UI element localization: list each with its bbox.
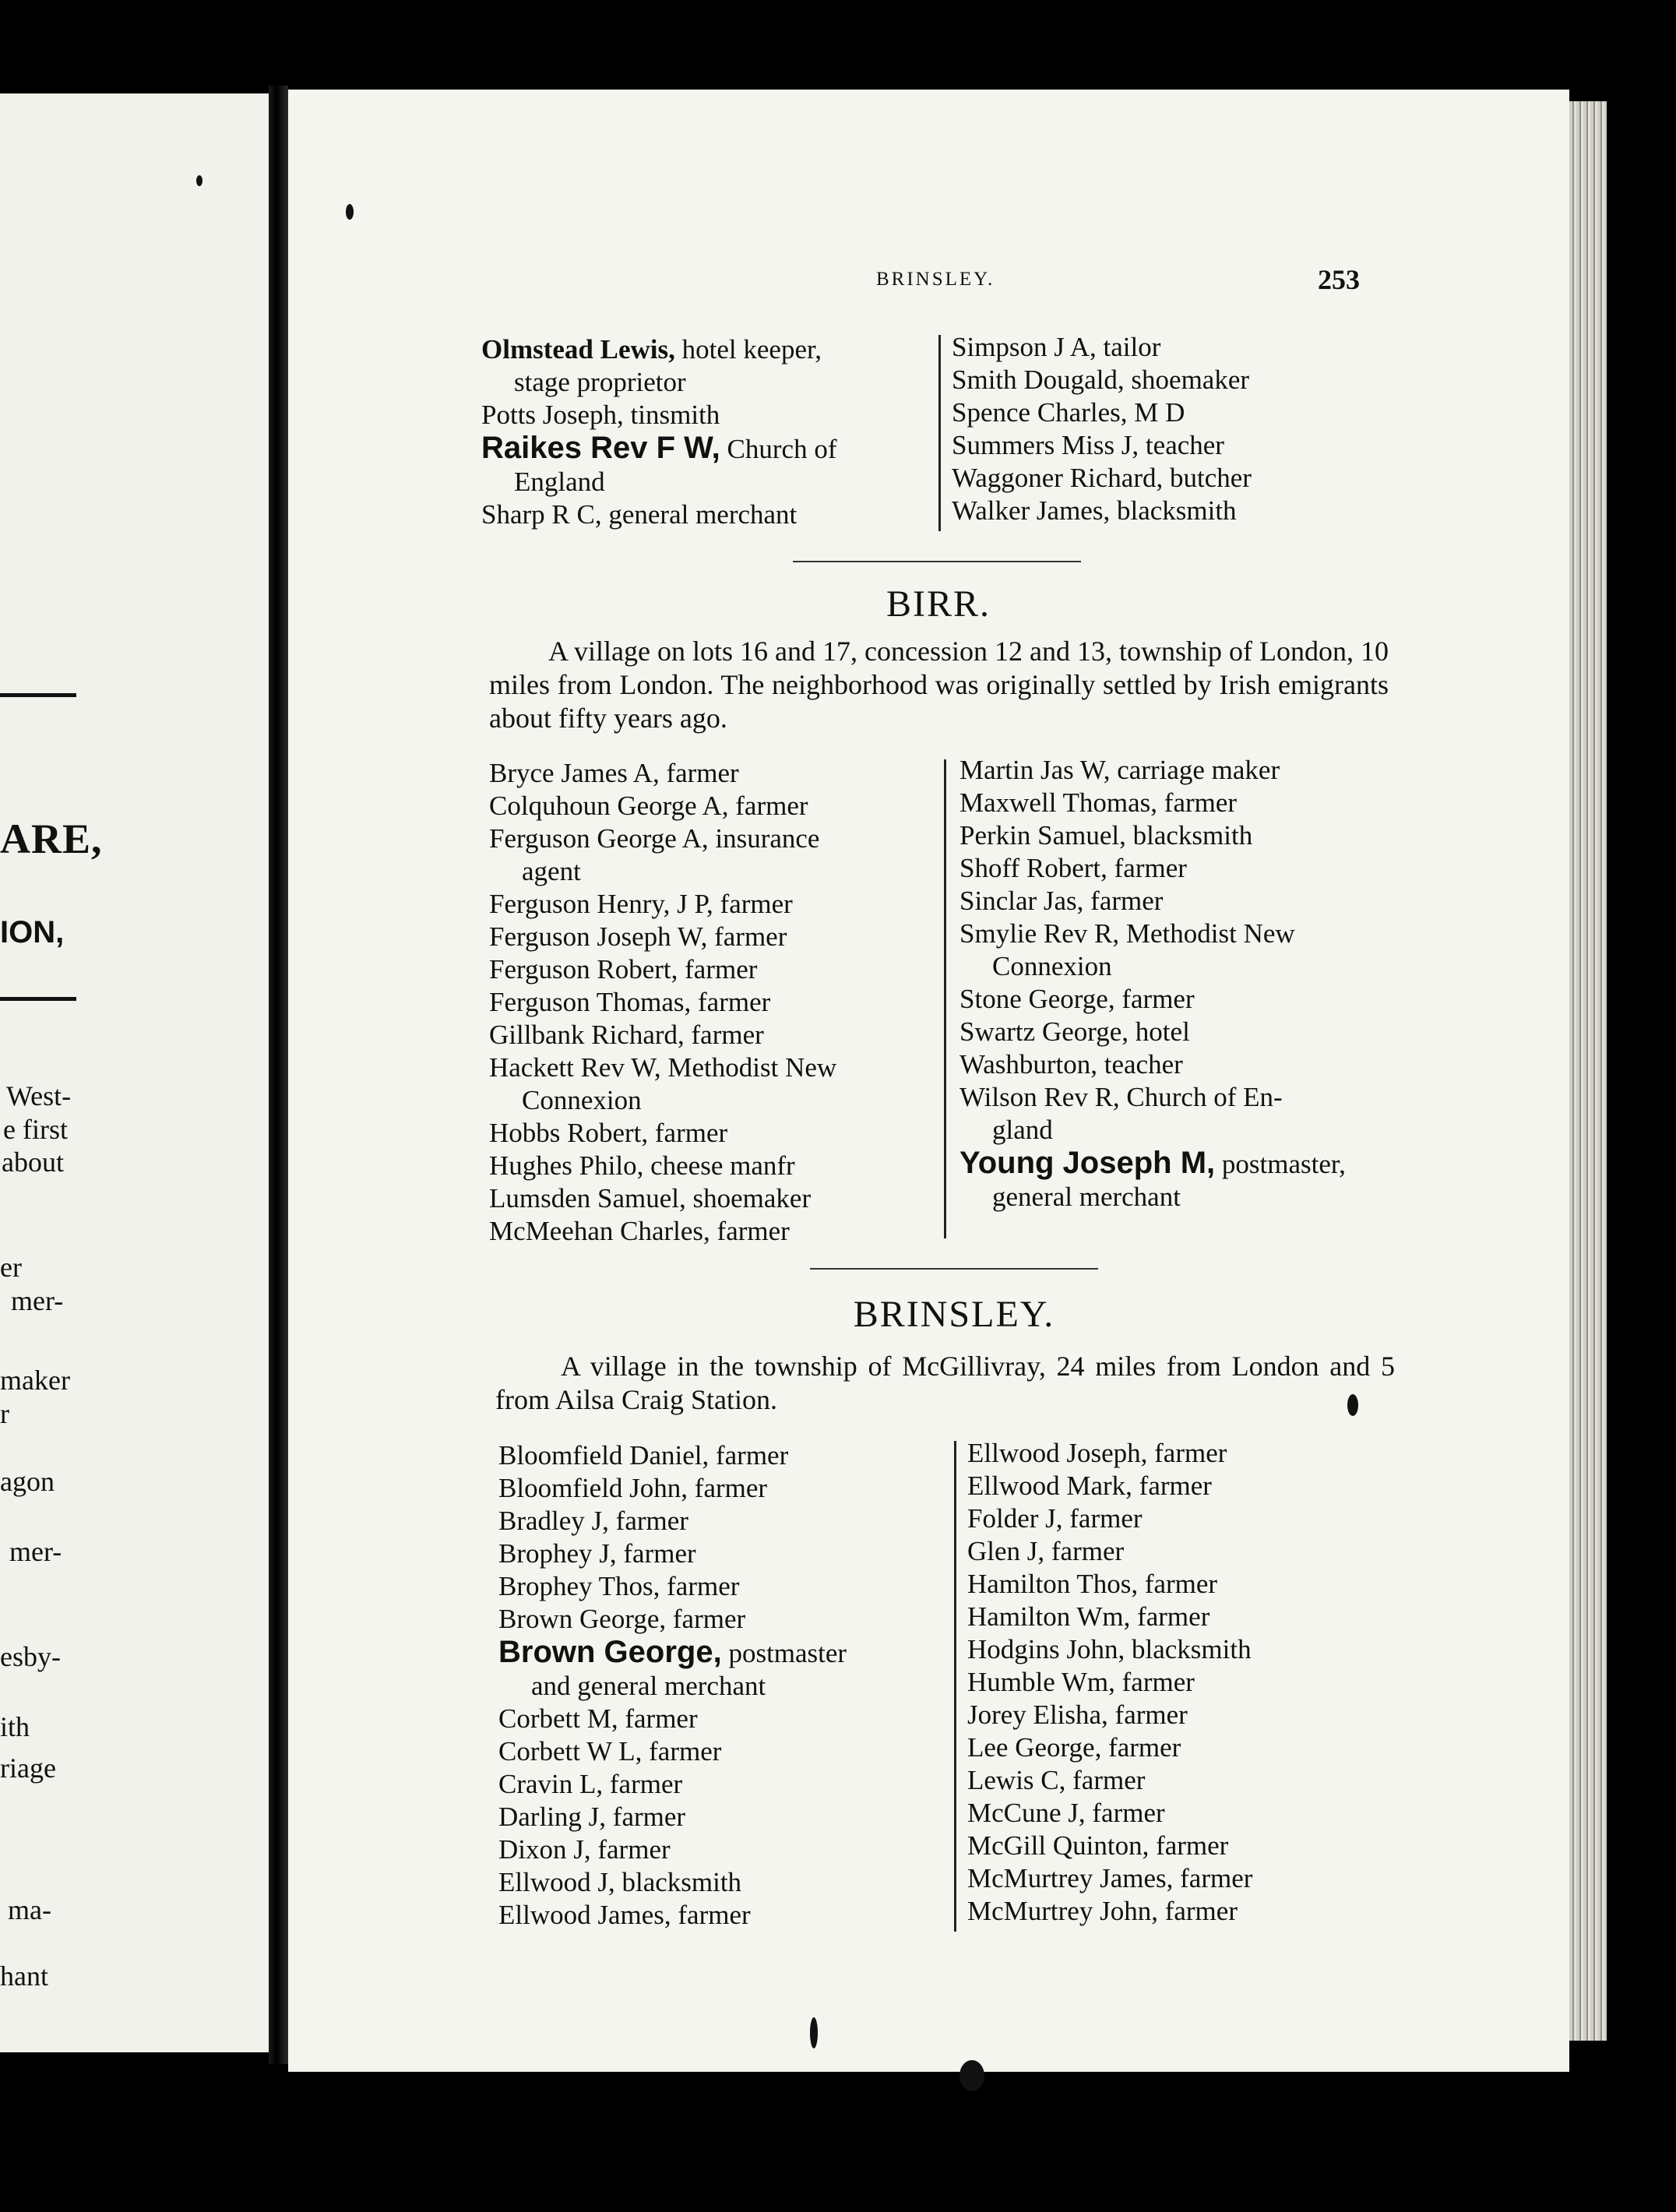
left-page-rule xyxy=(0,693,76,697)
left-fragment: maker xyxy=(0,1365,70,1396)
left-facing-page xyxy=(0,93,269,2052)
entry-text: McMurtrey James, farmer xyxy=(967,1863,1253,1893)
directory-entry xyxy=(498,1603,942,1636)
entry-name: Young Joseph M, xyxy=(959,1146,1216,1180)
book-gutter xyxy=(269,86,288,2064)
entry-text: Lee George, farmer xyxy=(967,1732,1181,1763)
entry-text: postmaster, xyxy=(1215,1149,1346,1179)
left-fragment: er xyxy=(0,1252,22,1283)
entry-text: McCune J, farmer xyxy=(967,1798,1165,1828)
directory-entry xyxy=(959,819,1396,852)
left-fragment: riage xyxy=(0,1752,56,1784)
directory-entry xyxy=(967,1535,1403,1568)
entry-text: Glen J, farmer xyxy=(967,1536,1125,1566)
left-fragment: hant xyxy=(0,1960,48,1992)
directory-entry xyxy=(498,1439,942,1472)
entry-text: McGill Quinton, farmer xyxy=(967,1830,1229,1861)
entry-text: Wilson Rev R, Church of En- xyxy=(959,1082,1283,1112)
entry-text: Gillbank Richard, farmer xyxy=(489,1020,764,1050)
entry-continuation: England xyxy=(514,467,605,497)
entry-text: Brophey J, farmer xyxy=(498,1538,696,1569)
directory-entry xyxy=(489,822,925,855)
top-left-column xyxy=(481,333,917,531)
directory-entry xyxy=(952,462,1388,495)
section-rule xyxy=(793,561,1081,562)
left-fragment: West- xyxy=(6,1080,72,1111)
entry-text: Waggoner Richard, butcher xyxy=(952,463,1252,493)
entry-continuation: agent xyxy=(522,856,581,886)
entry-name: Brown George, xyxy=(498,1635,722,1669)
entry-text: Lumsden Samuel, shoemaker xyxy=(489,1183,812,1213)
entry-text: McMurtrey John, farmer xyxy=(967,1896,1238,1926)
entry-text: Church of xyxy=(720,434,837,464)
directory-entry xyxy=(967,1470,1403,1502)
directory-entry xyxy=(498,1505,942,1537)
entry-continuation: stage proprietor xyxy=(514,367,686,397)
entry-text: Ellwood Joseph, farmer xyxy=(967,1438,1227,1468)
directory-entry xyxy=(959,1081,1396,1114)
entry-text: Ferguson Joseph W, farmer xyxy=(489,921,787,952)
entry-text: hotel keeper, xyxy=(674,334,822,365)
entry-text: Jorey Elisha, farmer xyxy=(967,1700,1188,1730)
entry-text: Folder J, farmer xyxy=(967,1503,1143,1534)
ink-speck xyxy=(959,2060,984,2091)
entry-text: Ferguson Henry, J P, farmer xyxy=(489,889,793,919)
entry-name: Olmstead Lewis, xyxy=(481,334,675,365)
entry-text: Bloomfield John, farmer xyxy=(498,1473,768,1503)
entry-text: Summers Miss J, teacher xyxy=(952,430,1224,460)
running-title: BRINSLEY. xyxy=(876,269,995,290)
column-divider xyxy=(938,335,941,531)
left-fragment: mer- xyxy=(9,1536,62,1567)
entry-continuation: general merchant xyxy=(992,1182,1181,1212)
directory-entry xyxy=(959,754,1396,787)
left-fragment: agon xyxy=(0,1466,55,1497)
entry-text: McMeehan Charles, farmer xyxy=(489,1216,790,1246)
directory-entry xyxy=(481,498,917,531)
ink-speck xyxy=(346,204,354,220)
left-fragment: mer- xyxy=(11,1285,64,1316)
directory-entry xyxy=(967,1666,1403,1699)
ink-speck xyxy=(196,175,202,186)
entry-text: Simpson J A, tailor xyxy=(952,332,1161,362)
brinsley-right-column xyxy=(967,1437,1403,1928)
entry-continuation: and general merchant xyxy=(531,1671,766,1701)
directory-entry xyxy=(959,918,1396,950)
directory-entry xyxy=(967,1797,1403,1830)
entry-text: Ferguson George A, insurance xyxy=(489,823,820,854)
directory-entry xyxy=(959,885,1396,918)
entry-text: Maxwell Thomas, farmer xyxy=(959,787,1238,818)
directory-entry xyxy=(952,429,1388,462)
directory-entry xyxy=(967,1731,1403,1764)
directory-entry xyxy=(952,364,1388,396)
directory-entry xyxy=(498,1537,942,1570)
column-divider xyxy=(954,1441,956,1932)
entry-text: Sinclar Jas, farmer xyxy=(959,886,1164,916)
entry-text: Ellwood J, blacksmith xyxy=(498,1867,742,1897)
directory-entry xyxy=(959,1016,1396,1048)
top-right-column xyxy=(952,331,1388,527)
directory-entry xyxy=(498,1801,942,1833)
entry-text: Ferguson Robert, farmer xyxy=(489,954,758,984)
entry-text: Washburton, teacher xyxy=(959,1049,1183,1080)
entry-text: Ellwood James, farmer xyxy=(498,1900,751,1930)
entry-text: Potts Joseph, tinsmith xyxy=(481,400,720,430)
entry-continuation: Connexion xyxy=(992,951,1112,981)
entry-continuation: Connexion xyxy=(522,1085,642,1115)
left-fragment: ARE, xyxy=(0,815,103,862)
birr-right-column xyxy=(959,754,1396,1213)
entry-text: Stone George, farmer xyxy=(959,984,1195,1014)
directory-entry xyxy=(498,1570,942,1603)
entry-text: Walker James, blacksmith xyxy=(952,495,1237,526)
entry-text: postmaster xyxy=(721,1638,847,1668)
directory-entry xyxy=(959,1048,1396,1081)
directory-entry xyxy=(498,1735,942,1768)
entry-text: Bryce James A, farmer xyxy=(489,758,739,788)
directory-entry xyxy=(489,1051,925,1084)
entry-text: Hackett Rev W, Methodist New xyxy=(489,1052,837,1083)
entry-text: Lewis C, farmer xyxy=(967,1765,1146,1795)
directory-entry xyxy=(481,431,917,466)
entry-text: Hodgins John, blacksmith xyxy=(967,1634,1252,1664)
entry-text: Dixon J, farmer xyxy=(498,1834,671,1865)
entry-text: Colquhoun George A, farmer xyxy=(489,791,808,821)
directory-entry xyxy=(959,852,1396,885)
directory-entry xyxy=(959,1147,1396,1181)
birr-left-column xyxy=(489,757,925,1248)
left-fragment: r xyxy=(0,1398,9,1429)
entry-text: Swartz George, hotel xyxy=(959,1016,1190,1047)
directory-entry xyxy=(952,495,1388,527)
directory-entry xyxy=(967,1437,1403,1470)
directory-entry xyxy=(481,399,917,431)
directory-entry xyxy=(967,1699,1403,1731)
directory-entry xyxy=(498,1866,942,1899)
entry-text: Smylie Rev R, Methodist New xyxy=(959,918,1295,949)
entry-text: Hughes Philo, cheese manfr xyxy=(489,1150,795,1181)
entry-text: Hobbs Robert, farmer xyxy=(489,1118,728,1148)
section-rule xyxy=(810,1268,1098,1270)
ink-speck xyxy=(1347,1394,1358,1416)
left-fragment: ION, xyxy=(0,915,65,949)
entry-text: Hamilton Thos, farmer xyxy=(967,1569,1218,1599)
entry-text: Perkin Samuel, blacksmith xyxy=(959,820,1253,851)
directory-entry xyxy=(489,921,925,953)
directory-entry xyxy=(498,1472,942,1505)
entry-text: Brown George, farmer xyxy=(498,1604,746,1634)
directory-entry xyxy=(967,1633,1403,1666)
directory-entry xyxy=(959,787,1396,819)
entry-text: Spence Charles, M D xyxy=(952,397,1185,428)
brinsley-intro: A village in the township of McGillivray, 24 miles from London and 5 from Ailsa Craig Station. xyxy=(495,1351,1395,1415)
directory-entry xyxy=(489,953,925,986)
entry-text: Martin Jas W, carriage maker xyxy=(959,755,1280,785)
entry-text: Hamilton Wm, farmer xyxy=(967,1601,1210,1632)
directory-entry xyxy=(489,790,925,822)
entry-text: Ellwood Mark, farmer xyxy=(967,1471,1212,1501)
directory-entry xyxy=(489,757,925,790)
directory-entry xyxy=(967,1568,1403,1601)
entry-text: Cravin L, farmer xyxy=(498,1769,683,1799)
directory-entry xyxy=(481,333,917,366)
directory-entry xyxy=(498,1833,942,1866)
directory-entry xyxy=(489,986,925,1019)
entry-text: Corbett M, farmer xyxy=(498,1703,698,1734)
brinsley-left-column xyxy=(498,1439,942,1932)
page-number: 253 xyxy=(1318,264,1360,295)
left-fragment: e first xyxy=(3,1114,68,1145)
directory-entry xyxy=(498,1636,942,1670)
directory-entry xyxy=(967,1862,1403,1895)
directory-entry xyxy=(498,1768,942,1801)
ink-speck xyxy=(810,2017,818,2048)
left-page-rule xyxy=(0,997,76,1001)
directory-entry xyxy=(967,1502,1403,1535)
directory-entry xyxy=(952,331,1388,364)
directory-entry xyxy=(489,1117,925,1150)
left-fragment: ith xyxy=(0,1711,30,1742)
directory-entry xyxy=(489,888,925,921)
directory-entry xyxy=(967,1830,1403,1862)
directory-entry xyxy=(498,1899,942,1932)
left-fragment: esby- xyxy=(0,1641,61,1672)
brinsley-heading: BRINSLEY. xyxy=(853,1294,1055,1335)
column-divider xyxy=(944,759,946,1238)
directory-entry xyxy=(959,983,1396,1016)
entry-text: Darling J, farmer xyxy=(498,1802,686,1832)
directory-entry xyxy=(967,1895,1403,1928)
birr-heading: BIRR. xyxy=(886,583,991,625)
entry-text: Ferguson Thomas, farmer xyxy=(489,987,771,1017)
birr-intro: A village on lots 16 and 17, concession 12 and 13, township of London, 10 miles from London. The neighborhood was originally settled by Irish emigrants about fifty years ago. xyxy=(489,636,1389,734)
left-fragment: about xyxy=(2,1147,64,1178)
entry-text: Bradley J, farmer xyxy=(498,1506,688,1536)
entry-text: Bloomfield Daniel, farmer xyxy=(498,1440,789,1471)
entry-continuation: gland xyxy=(992,1115,1053,1145)
entry-text: Humble Wm, farmer xyxy=(967,1667,1195,1697)
directory-entry xyxy=(489,1150,925,1182)
entry-text: Corbett W L, farmer xyxy=(498,1736,722,1766)
entry-name: Raikes Rev F W, xyxy=(481,431,720,465)
directory-entry xyxy=(967,1764,1403,1797)
entry-text: Shoff Robert, farmer xyxy=(959,853,1187,883)
entry-text: Brophey Thos, farmer xyxy=(498,1571,740,1601)
entry-text: Smith Dougald, shoemaker xyxy=(952,365,1250,395)
entry-text: Sharp R C, general merchant xyxy=(481,499,798,530)
directory-entry xyxy=(498,1703,942,1735)
directory-entry xyxy=(967,1601,1403,1633)
directory-entry xyxy=(489,1182,925,1215)
directory-entry xyxy=(489,1215,925,1248)
directory-entry xyxy=(952,396,1388,429)
left-fragment: ma- xyxy=(8,1894,51,1925)
page-edge xyxy=(1569,101,1607,2041)
directory-entry xyxy=(489,1019,925,1051)
